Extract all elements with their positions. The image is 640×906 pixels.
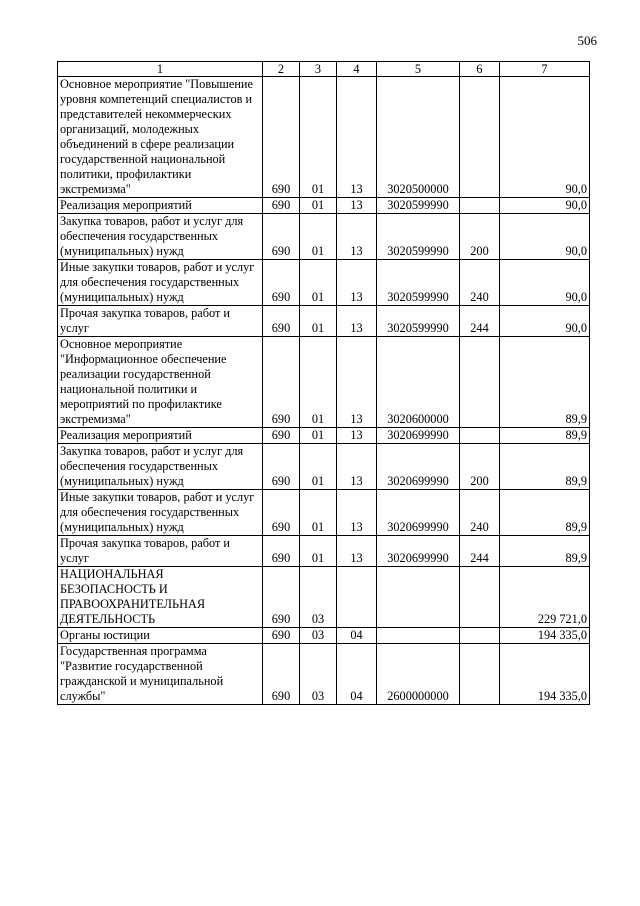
row-col-5: 3020699990 — [377, 490, 460, 536]
row-col-3: 01 — [300, 490, 337, 536]
row-col-3: 01 — [300, 198, 337, 214]
table-row — [58, 628, 590, 644]
row-col-4: 13 — [337, 536, 377, 567]
row-col-2: 690 — [263, 260, 300, 306]
row-col-6 — [460, 337, 500, 428]
row-amount: 90,0 — [500, 214, 590, 260]
row-name: Прочая закупка товаров, работ и услуг — [58, 306, 263, 337]
row-col-6 — [460, 644, 500, 705]
row-col-2: 690 — [263, 536, 300, 567]
header-col-3: 3 — [300, 62, 337, 77]
row-col-4: 04 — [337, 644, 377, 705]
row-col-3: 01 — [300, 428, 337, 444]
row-col-5 — [377, 567, 460, 628]
table-row — [58, 337, 590, 428]
row-col-5: 3020599990 — [377, 260, 460, 306]
table-body — [58, 77, 590, 705]
row-name: Иные закупки товаров, работ и услуг для обеспечения государственных (муниципальных) нужд — [58, 490, 263, 536]
row-name: Основное мероприятие "Повышение уровня компетенций специалистов и представителей некоммерческих организаций, молодежных объединений в сфере реализации государственной национальной политики, профилактики экстремизма" — [58, 77, 263, 198]
row-col-6 — [460, 428, 500, 444]
row-col-6: 200 — [460, 444, 500, 490]
row-col-4: 13 — [337, 77, 377, 198]
row-col-6: 244 — [460, 536, 500, 567]
row-col-2: 690 — [263, 644, 300, 705]
row-col-3: 03 — [300, 644, 337, 705]
row-col-4: 13 — [337, 444, 377, 490]
row-name: Закупка товаров, работ и услуг для обеспечения государственных (муниципальных) нужд — [58, 214, 263, 260]
row-col-4: 13 — [337, 337, 377, 428]
row-col-5: 3020599990 — [377, 306, 460, 337]
row-col-2: 690 — [263, 444, 300, 490]
row-name: Прочая закупка товаров, работ и услуг — [58, 536, 263, 567]
row-col-6 — [460, 628, 500, 644]
row-col-5: 3020500000 — [377, 77, 460, 198]
row-col-4: 13 — [337, 198, 377, 214]
row-amount: 89,9 — [500, 536, 590, 567]
row-col-2: 690 — [263, 428, 300, 444]
row-col-6 — [460, 567, 500, 628]
table-row — [58, 306, 590, 337]
table-row — [58, 444, 590, 490]
table-row — [58, 77, 590, 198]
row-col-6: 240 — [460, 490, 500, 536]
row-col-5: 3020699990 — [377, 444, 460, 490]
row-col-3: 01 — [300, 536, 337, 567]
table-row — [58, 644, 590, 705]
table-row — [58, 428, 590, 444]
table-row — [58, 567, 590, 628]
row-amount: 90,0 — [500, 77, 590, 198]
row-col-5: 3020699990 — [377, 428, 460, 444]
row-col-3: 01 — [300, 306, 337, 337]
row-amount: 89,9 — [500, 337, 590, 428]
row-col-4 — [337, 567, 377, 628]
table-header — [58, 62, 590, 77]
row-name: Реализация мероприятий — [58, 428, 263, 444]
row-amount: 89,9 — [500, 490, 590, 536]
row-col-2: 690 — [263, 214, 300, 260]
row-name: Государственная программа "Развитие государственной гражданской и муниципальной службы" — [58, 644, 263, 705]
row-name: Иные закупки товаров, работ и услуг для обеспечения государственных (муниципальных) нужд — [58, 260, 263, 306]
row-amount: 194 335,0 — [500, 628, 590, 644]
row-col-2: 690 — [263, 490, 300, 536]
row-amount: 90,0 — [500, 306, 590, 337]
header-col-7: 7 — [500, 62, 590, 77]
row-col-4: 13 — [337, 428, 377, 444]
row-amount: 90,0 — [500, 260, 590, 306]
row-col-5 — [377, 628, 460, 644]
row-col-2: 690 — [263, 337, 300, 428]
row-col-5: 2600000000 — [377, 644, 460, 705]
row-col-3: 01 — [300, 444, 337, 490]
row-name: Реализация мероприятий — [58, 198, 263, 214]
row-amount: 89,9 — [500, 428, 590, 444]
row-name: Закупка товаров, работ и услуг для обеспечения государственных (муниципальных) нужд — [58, 444, 263, 490]
row-col-6: 240 — [460, 260, 500, 306]
table-row — [58, 536, 590, 567]
row-col-2: 690 — [263, 198, 300, 214]
row-col-4: 13 — [337, 306, 377, 337]
row-col-4: 04 — [337, 628, 377, 644]
row-col-3: 03 — [300, 567, 337, 628]
row-col-4: 13 — [337, 214, 377, 260]
row-col-2: 690 — [263, 628, 300, 644]
row-col-6 — [460, 198, 500, 214]
row-col-2: 690 — [263, 77, 300, 198]
row-col-5: 3020599990 — [377, 214, 460, 260]
row-col-6 — [460, 77, 500, 198]
row-amount: 90,0 — [500, 198, 590, 214]
page-number: 506 — [577, 33, 597, 48]
row-col-2: 690 — [263, 567, 300, 628]
table-row — [58, 214, 590, 260]
header-col-6: 6 — [460, 62, 500, 77]
row-col-4: 13 — [337, 490, 377, 536]
header-col-2: 2 — [263, 62, 300, 77]
header-col-1: 1 — [58, 62, 263, 77]
row-col-5: 3020599990 — [377, 198, 460, 214]
row-col-3: 03 — [300, 628, 337, 644]
row-amount: 194 335,0 — [500, 644, 590, 705]
row-col-4: 13 — [337, 260, 377, 306]
row-col-3: 01 — [300, 214, 337, 260]
row-col-5: 3020699990 — [377, 536, 460, 567]
header-col-5: 5 — [377, 62, 460, 77]
row-amount: 229 721,0 — [500, 567, 590, 628]
table-row — [58, 490, 590, 536]
row-col-6: 244 — [460, 306, 500, 337]
header-row — [58, 62, 590, 77]
row-col-6: 200 — [460, 214, 500, 260]
row-name: НАЦИОНАЛЬНАЯ БЕЗОПАСНОСТЬ И ПРАВООХРАНИТЕЛЬНАЯ ДЕЯТЕЛЬНОСТЬ — [58, 567, 263, 628]
table-row — [58, 198, 590, 214]
table-row — [58, 260, 590, 306]
row-col-2: 690 — [263, 306, 300, 337]
row-col-3: 01 — [300, 337, 337, 428]
row-col-5: 3020600000 — [377, 337, 460, 428]
row-col-3: 01 — [300, 260, 337, 306]
header-col-4: 4 — [337, 62, 377, 77]
budget-table — [57, 61, 590, 705]
row-name: Основное мероприятие "Информационное обеспечение реализации государственной национальной политики и мероприятий по профилактике экстремизма" — [58, 337, 263, 428]
row-col-3: 01 — [300, 77, 337, 198]
row-name: Органы юстиции — [58, 628, 263, 644]
row-amount: 89,9 — [500, 444, 590, 490]
